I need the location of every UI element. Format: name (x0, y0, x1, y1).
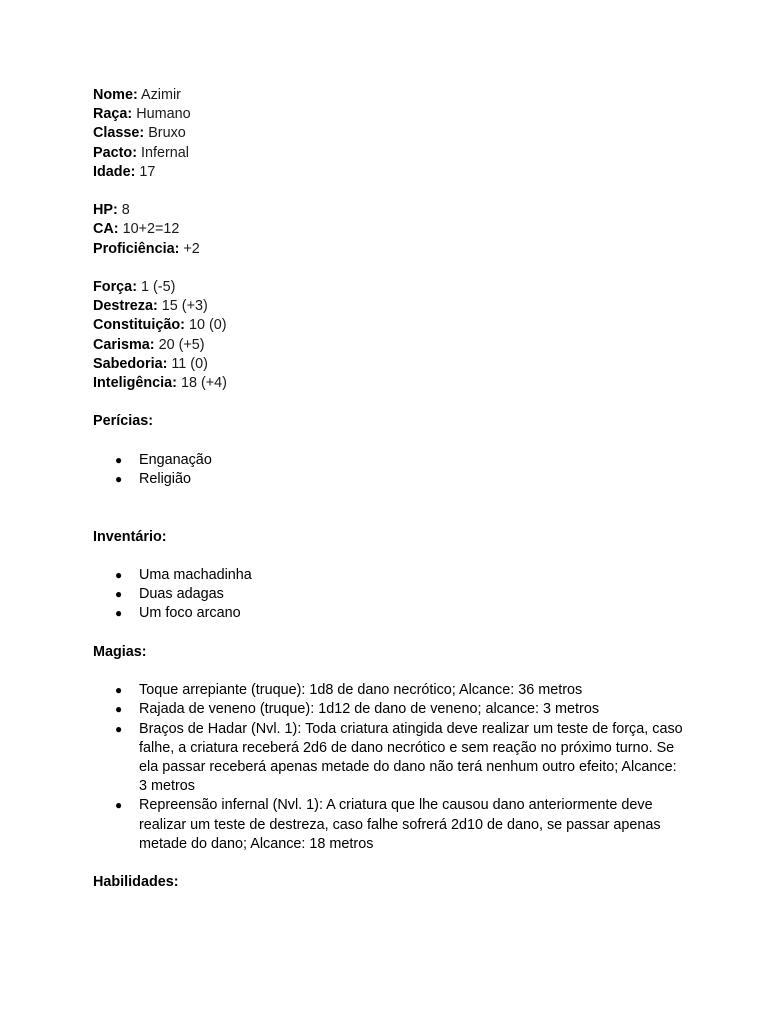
field-label: Proficiência: (93, 240, 180, 257)
field-classe (93, 124, 683, 143)
attribute-label: Inteligência: (93, 375, 177, 392)
field-pacto (93, 144, 683, 163)
spacer (93, 854, 683, 873)
pericias-list (93, 451, 683, 489)
bullet-dot-icon: ● (115, 683, 123, 698)
field-label: HP: (93, 202, 118, 219)
list-item-text: Rajada de veneno (truque): 1d12 de dano de veneno; alcance: 3 metros (139, 701, 600, 718)
bullet-dot-icon: ● (115, 702, 123, 717)
list-item-text: Religião (139, 471, 191, 487)
attributes-block (93, 278, 683, 393)
magias-list (93, 681, 683, 854)
field-hp (93, 201, 683, 220)
bullet-dot-icon: ● (115, 606, 123, 621)
spacer (93, 182, 683, 201)
attribute-label: Destreza: (93, 298, 158, 315)
list-item (93, 585, 683, 604)
list-item-text: Toque arrepiante (truque): 1d8 de dano necrótico; Alcance: 36 metros (139, 682, 583, 699)
attribute-value: 11 (0) (171, 355, 208, 372)
field-proficiencia (93, 240, 683, 259)
spacer (93, 547, 683, 566)
spacer (93, 624, 683, 643)
attribute-constituicao (93, 316, 683, 335)
attribute-inteligencia (93, 374, 683, 393)
attribute-value: 1 (-5) (140, 279, 176, 295)
pericias-heading: Perícias: (93, 413, 154, 430)
habilidades-heading: Habilidades: (93, 874, 179, 891)
field-label: Nome: (93, 87, 138, 103)
spacer (93, 489, 683, 527)
list-item-text: Braços de Hadar (Nvl. 1): Toda criatura atingida deve realizar um teste de força, caso falhe, a criatura receberá 2d6 de dano necrótico e sem reação no próximo turno. Se ela passar receberá apenas metade do dano não terá nenhum outro efeito; Alcance: 3 metros (139, 720, 683, 795)
list-item (93, 796, 683, 854)
list-item-text: Enganação (139, 451, 212, 468)
bullet-dot-icon: ● (115, 721, 123, 736)
attribute-value: 15 (+3) (161, 298, 208, 315)
bullet-dot-icon: ● (115, 472, 123, 486)
attribute-destreza (93, 297, 683, 316)
field-label: Pacto: (93, 144, 137, 161)
field-value: Azimir (141, 87, 181, 103)
list-item (93, 604, 683, 623)
identity-block (93, 86, 683, 182)
field-value: +2 (183, 240, 200, 257)
field-label: Raça: (93, 106, 133, 123)
list-item (93, 470, 683, 489)
list-item (93, 681, 683, 700)
character-sheet (93, 86, 683, 892)
bullet-dot-icon: ● (115, 452, 123, 467)
spacer (93, 393, 683, 412)
field-label: Classe: (93, 125, 145, 142)
field-idade (93, 163, 683, 182)
list-item (93, 720, 683, 797)
magias-heading: Magias: (93, 643, 147, 660)
attribute-label: Carisma: (93, 336, 155, 353)
list-item (93, 451, 683, 470)
bullet-dot-icon: ● (115, 798, 123, 813)
field-value: 10+2=12 (122, 221, 180, 238)
field-value: Infernal (140, 144, 189, 161)
list-item-text: Duas adagas (139, 586, 224, 603)
attribute-label: Sabedoria: (93, 355, 168, 372)
field-label: CA: (93, 221, 119, 238)
attribute-sabedoria (93, 355, 683, 374)
field-raca (93, 105, 683, 124)
attribute-label: Força: (93, 279, 137, 295)
field-ca (93, 220, 683, 239)
attribute-value: 20 (+5) (158, 336, 205, 353)
spacer (93, 432, 683, 451)
inventario-heading: Inventário: (93, 528, 167, 545)
list-item-text: Repreensão infernal (Nvl. 1): A criatura que lhe causou dano anteriormente deve realizar um teste de destreza, caso falhe sofrerá 2d10 de dano, se passar apenas metade do dano; Alcance: 18 metros (139, 797, 661, 852)
field-value: Humano (136, 106, 191, 123)
bullet-dot-icon: ● (115, 587, 123, 602)
attribute-value: 18 (+4) (180, 375, 227, 392)
spacer (93, 662, 683, 681)
attribute-value: 10 (0) (188, 317, 227, 334)
spacer (93, 259, 683, 278)
field-label: Idade: (93, 163, 136, 180)
field-nome (93, 86, 683, 105)
field-value: Bruxo (148, 125, 186, 142)
list-item-text: Um foco arcano (139, 605, 241, 622)
inventario-list (93, 566, 683, 624)
field-value: 17 (139, 163, 156, 180)
attribute-forca (93, 278, 683, 297)
field-value: 8 (121, 202, 130, 219)
combat-block (93, 201, 683, 259)
list-item (93, 700, 683, 719)
list-item-text: Uma machadinha (139, 566, 252, 583)
bullet-dot-icon: ● (115, 567, 123, 582)
attribute-label: Constituição: (93, 317, 185, 334)
attribute-carisma (93, 336, 683, 355)
list-item (93, 566, 683, 585)
